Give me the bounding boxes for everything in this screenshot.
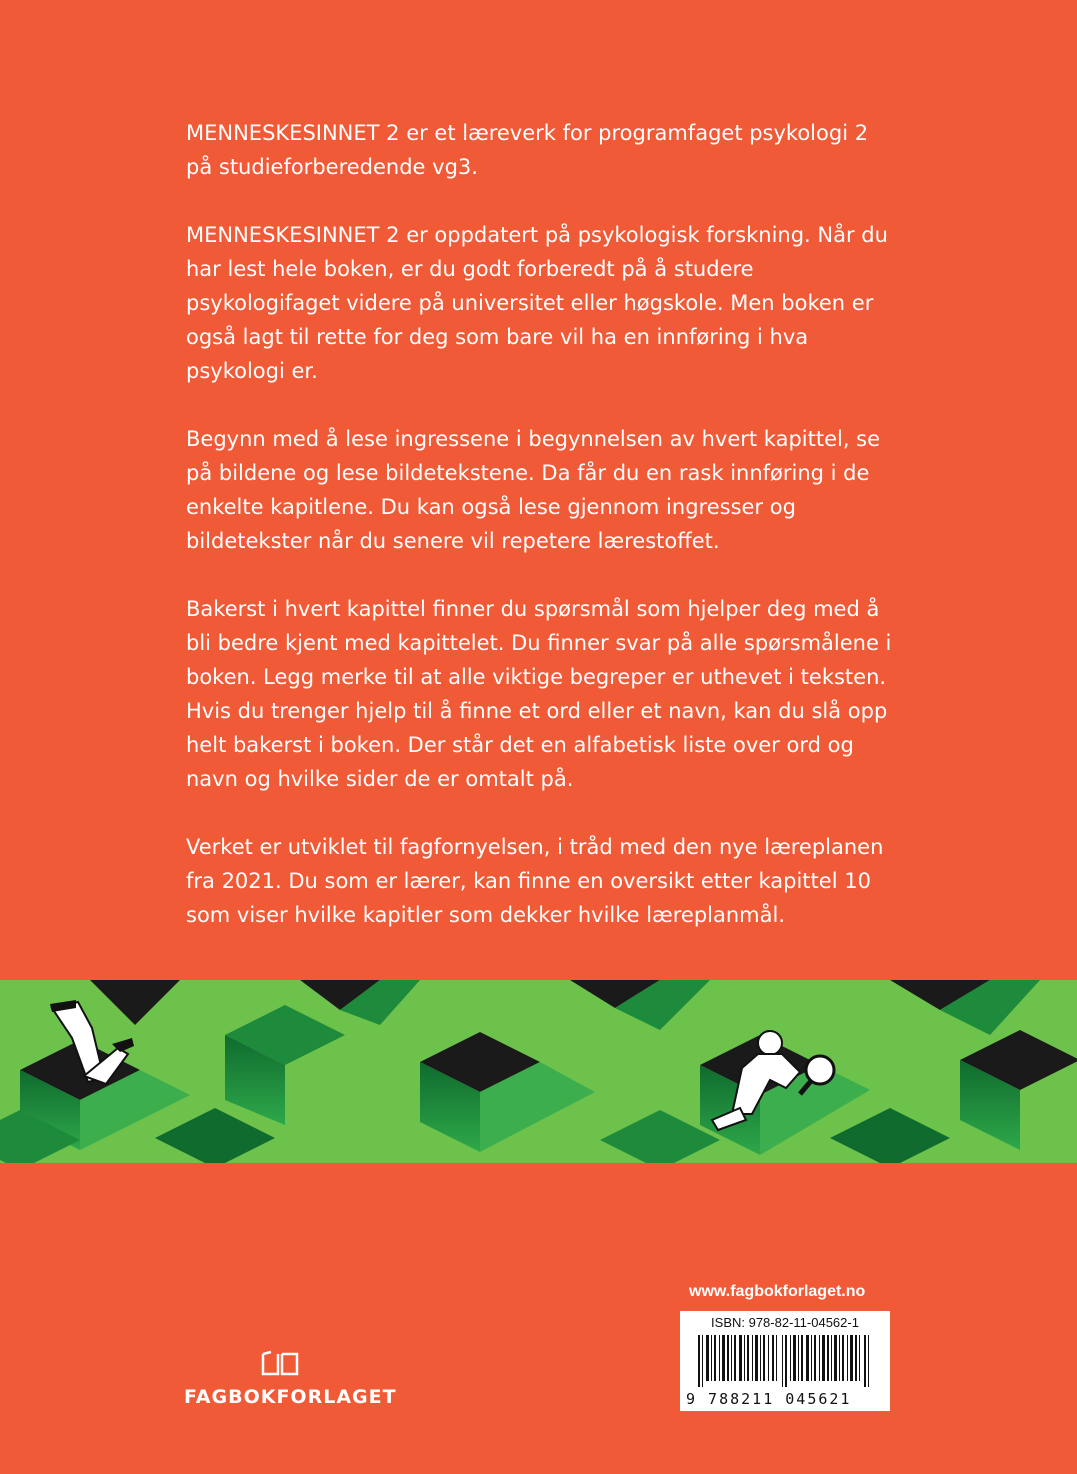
back-cover-text xyxy=(186,116,898,966)
paragraph-1: MENNESKESINNET 2 er et læreverk for programfaget psykologi 2 på studieforberedende vg3. xyxy=(186,121,869,179)
paragraph-3: Begynn med å lese ingressene i begynnelsen av hvert kapittel, se på bildene og lese bildetekstene. Da får du en rask innføring i de enkelte kapitlene. Du kan også lese gjennom ingresser og bildetekster når du senere vil repetere lærestoffet. xyxy=(186,427,881,553)
barcode-digits: 9 788211 045621 xyxy=(686,1390,852,1408)
publisher-name: FAGBOKFORLAGET xyxy=(184,1386,397,1408)
paragraph-2: MENNESKESINNET 2 er oppdatert på psykologisk forskning. Når du har lest hele boken, er du godt forberedt på å studere psykologifaget videre på universitet eller høgskole. Men boken er også lagt til rette for deg som bare vil ha en innføring i hva psykologi er. xyxy=(186,223,888,383)
publisher-url[interactable]: www.fagbokforlaget.no xyxy=(689,1283,866,1300)
isbn-label: ISBN: 978-82-11-04562-1 xyxy=(711,1315,859,1330)
maze-illustration-band xyxy=(0,980,1077,1163)
paragraph-5: Verket er utviklet til fagfornyelsen, i tråd med den nye læreplanen fra 2021. Du som er lærer, kan finne en oversikt etter kapittel 10 som viser hvilke kapitler som dekker hvilke læreplanmål. xyxy=(186,835,884,927)
paragraph-4: Bakerst i hvert kapittel finner du spørsmål som hjelper deg med å bli bedre kjent med kapittelet. Du finner svar på alle spørsmålene i boken. Legg merke til at alle viktige begreper er uthevet i teksten. Hvis du trenger hjelp til å finne et ord eller et navn, kan du slå opp helt bakerst i boken. Der står det en alfabetisk liste over ord og navn og hvilke sider de er omtalt på. xyxy=(186,597,892,791)
open-book-logo-icon xyxy=(259,1350,301,1378)
barcode xyxy=(680,1311,890,1411)
barcode-bars xyxy=(698,1335,873,1387)
maze-pattern-illustration xyxy=(0,980,1077,1163)
